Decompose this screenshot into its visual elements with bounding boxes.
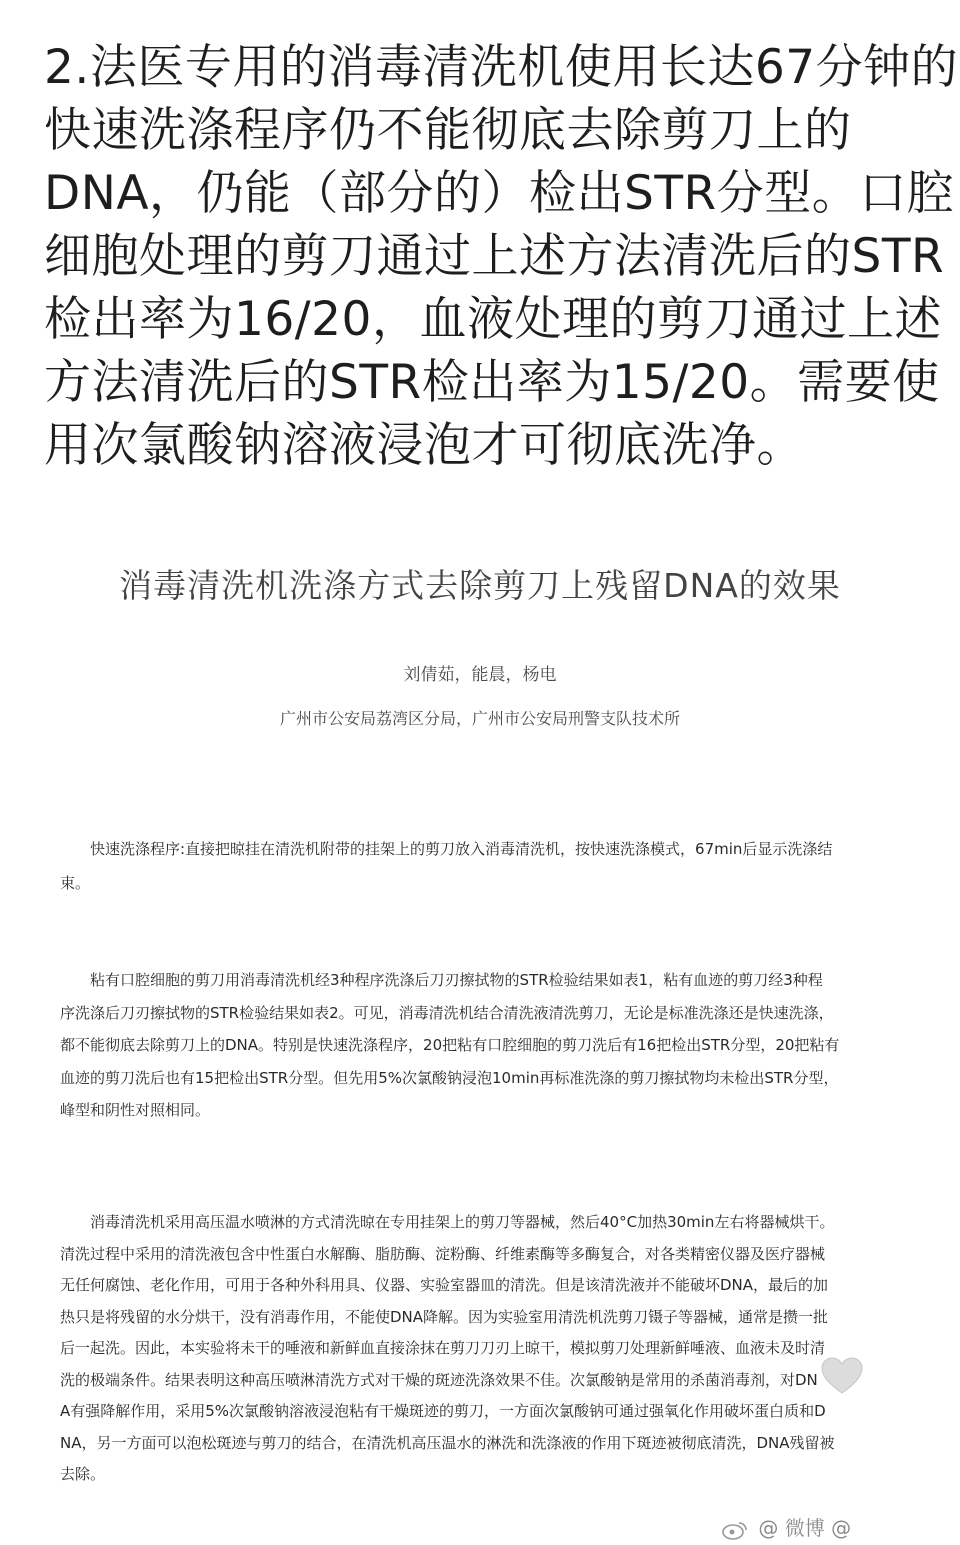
- headline-line: 快速洗涤程序仍不能彻底去除剪刀上的: [44, 103, 852, 158]
- paragraph-line: 清洗过程中采用的清洗液包含中性蛋白水解酶、脂肪酶、淀粉酶、纤维素酶等多酶复合，对各类精密仪器及医疗器械: [60, 1244, 826, 1263]
- headline-line: 细胞处理的剪刀通过上述方法清洗后的STR: [44, 229, 945, 284]
- paragraph-line: 热只是将残留的水分烘干，没有消毒作用，不能使DNA降解。因为实验室用清洗机洗剪刀镊子等器械，通常是攒一批: [60, 1307, 829, 1326]
- paragraph-line: 粘有口腔细胞的剪刀用消毒清洗机经3种程序洗涤后刀刃擦拭物的STR检验结果如表1，粘有血迹的剪刀经3种程: [90, 971, 823, 989]
- weibo-icon: [722, 1520, 748, 1540]
- headline-line: DNA，仍能（部分的）检出STR分型。口腔: [44, 166, 955, 221]
- paragraph-line: 消毒清洗机采用高压温水喷淋的方式清洗晾在专用挂架上的剪刀等器械，然后40°C加热30min左右将器械烘干。: [90, 1213, 835, 1231]
- paragraph-line: 束。: [60, 874, 91, 892]
- article-paragraph-1: [60, 832, 892, 900]
- paragraph-line: 去除。: [60, 1465, 106, 1483]
- paragraph-line: 快速洗涤程序:直接把晾挂在清洗机附带的挂架上的剪刀放入消毒清洗机，按快速洗涤模式，67min后显示洗涤结: [90, 840, 833, 858]
- watermark-text: @ 微博 @: [758, 1516, 852, 1540]
- headline-line: 检出率为16/20，血液处理的剪刀通过上述: [44, 292, 942, 347]
- paragraph-line: NA，另一方面可以泡松斑迹与剪刀的结合，在清洗机高压温水的淋洗和洗涤液的作用下斑迹被彻底清洗，DNA残留被: [60, 1433, 835, 1452]
- article-title: 消毒清洗机洗涤方式去除剪刀上残留DNA的效果: [119, 566, 841, 605]
- paragraph-line: 序洗涤后刀刃擦拭物的STR检验结果如表2。可见，消毒清洗机结合清洗液清洗剪刀，无论是标准洗涤还是快速洗涤，: [60, 1003, 834, 1022]
- article-authors: 刘倩茹，能晨，杨电: [403, 665, 557, 685]
- article-paragraph-2: [60, 964, 892, 1127]
- paragraph-line: 血迹的剪刀洗后也有15把检出STR分型。但先用5%次氯酸钠浸泡10min再标准洗涤的剪刀擦拭物均未检出STR分型，: [60, 1068, 839, 1087]
- headline-line: 用次氯酸钠溶液浸泡才可彻底洗净。: [44, 418, 804, 473]
- headline-line: 2.法医专用的消毒清洗机使用长达67分钟的: [44, 40, 959, 95]
- article-paragraph-3: [60, 1207, 892, 1491]
- headline-text: [44, 36, 959, 477]
- headline-line: 方法清洗后的STR检出率为15/20。需要使: [44, 355, 940, 410]
- paragraph-line: 无任何腐蚀、老化作用，可用于各种外科用具、仪器、实验室器皿的清洗。但是该清洗液并不能破坏DNA，最后的加: [60, 1276, 829, 1294]
- heart-icon[interactable]: [820, 1356, 864, 1396]
- paragraph-line: 都不能彻底去除剪刀上的DNA。特别是快速洗涤程序，20把粘有口腔细胞的剪刀洗后有16把检出STR分型，20把粘有: [60, 1036, 840, 1054]
- weibo-watermark: [722, 1512, 851, 1541]
- article-affiliations: 广州市公安局荔湾区分局，广州市公安局刑警支队技术所: [279, 709, 680, 728]
- paragraph-line: 峰型和阴性对照相同。: [60, 1101, 211, 1119]
- paragraph-line: A有强降解作用，采用5%次氯酸钠溶液浸泡粘有干燥斑迹的剪刀，一方面次氯酸钠可通过强氧化作用破坏蛋白质和D: [60, 1402, 826, 1420]
- paragraph-line: 后一起洗。因此，本实验将未干的唾液和新鲜血直接涂抹在剪刀刀刃上晾干，模拟剪刀处理新鲜唾液、血液未及时清: [60, 1339, 826, 1357]
- paragraph-line: 洗的极端条件。结果表明这种高压喷淋清洗方式对干燥的斑迹洗涤效果不佳。次氯酸钠是常用的杀菌消毒剂，对DN: [60, 1370, 818, 1389]
